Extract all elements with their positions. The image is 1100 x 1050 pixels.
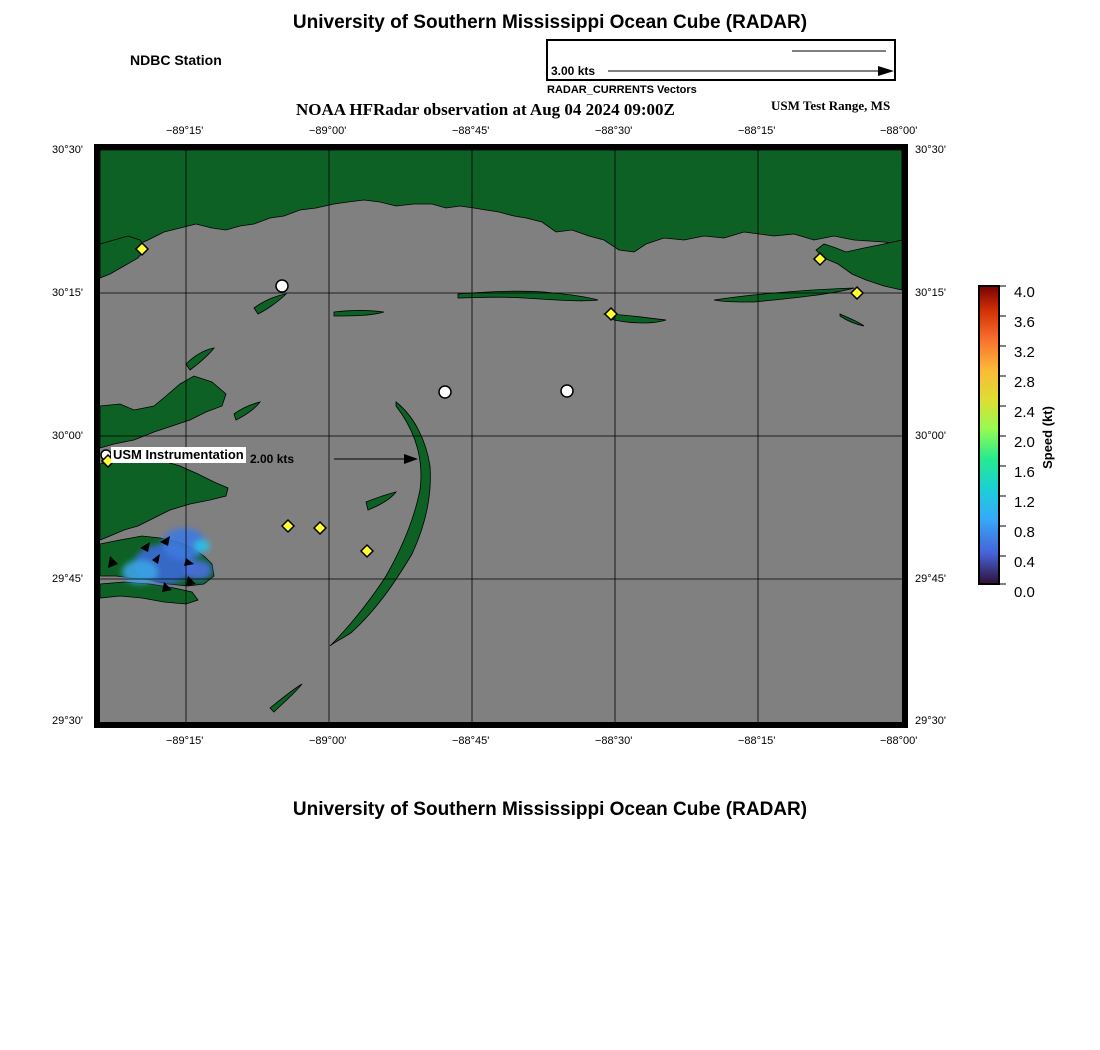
lon-tick-bottom-6: −88°00' [880,735,918,747]
lon-tick-top-5: −88°15' [738,125,776,137]
lon-tick-top-1: −89°15' [166,125,204,137]
footer-title: University of Southern Mississippi Ocean Cube (RADAR) [292,799,808,820]
vector-scale-graphic [548,41,894,79]
lon-tick-top-3: −88°45' [452,125,490,137]
colorbar-label: Speed (kt) [1039,406,1055,469]
lon-tick-bottom-2: −89°00' [309,735,347,747]
lon-tick-top-4: −88°30' [595,125,633,137]
map-panel [94,144,908,728]
colorbar-tick: 1.6 [1014,464,1035,481]
lat-tick-left-1: 30°30' [52,144,83,156]
lat-tick-left-5: 29°30' [52,715,83,727]
lon-tick-top-6: −88°00' [880,125,918,137]
vector-scale-legend [546,39,896,81]
vector-legend-label: RADAR_CURRENTS Vectors [547,84,697,96]
lat-tick-left-3: 30°00' [52,430,83,442]
colorbar-tick-labels [1014,278,1035,608]
lat-tick-left-4: 29°45' [52,573,83,585]
colorbar-tick: 3.6 [1014,314,1035,331]
lon-tick-bottom-5: −88°15' [738,735,776,747]
colorbar-tick: 2.4 [1014,404,1035,421]
colorbar-tick: 2.8 [1014,374,1035,391]
usm-instrumentation-label: USM Instrumentation [113,447,244,462]
colorbar-tick: 0.4 [1014,554,1035,571]
lon-tick-bottom-4: −88°30' [595,735,633,747]
speed-colorbar [978,285,1000,585]
observation-title: NOAA HFRadar observation at Aug 04 2024 09:00Z [296,100,675,119]
colorbar-tick: 0.8 [1014,524,1035,541]
colorbar-tick: 1.2 [1014,494,1035,511]
lat-tick-right-2: 30°15' [915,287,946,299]
page-title: University of Southern Mississippi Ocean Cube (RADAR) [292,12,808,33]
lat-tick-left-2: 30°15' [52,287,83,299]
lon-tick-top-2: −89°00' [309,125,347,137]
lon-tick-bottom-1: −89°15' [166,735,204,747]
lat-tick-right-4: 29°45' [915,573,946,585]
lon-tick-bottom-3: −88°45' [452,735,490,747]
vector-scale-label: 3.00 kts [551,64,596,78]
lat-tick-right-3: 30°00' [915,430,946,442]
location-label: USM Test Range, MS [771,98,891,113]
inner-scale-label: 2.00 kts [250,452,295,466]
lat-tick-right-1: 30°30' [915,144,946,156]
colorbar-tick: 4.0 [1014,284,1035,301]
lat-tick-right-5: 29°30' [915,715,946,727]
colorbar-label-holder [1039,406,1062,469]
ndbc-station-label: NDBC Station [130,52,222,68]
colorbar-tick: 2.0 [1014,434,1035,451]
colorbar-ticks [1000,285,1010,585]
colorbar-tick: 0.0 [1014,584,1035,601]
colorbar-tick: 3.2 [1014,344,1035,361]
